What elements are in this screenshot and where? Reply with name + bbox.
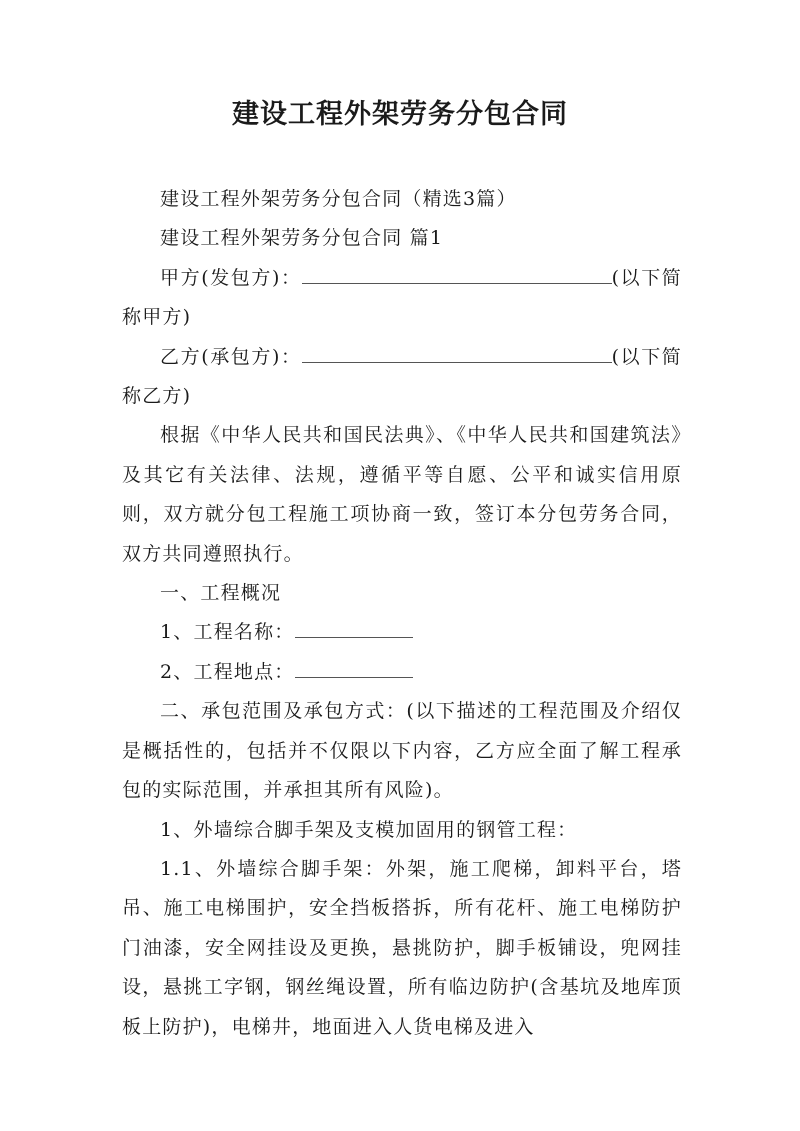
party-a-blank: [302, 282, 612, 284]
preamble: 根据《中华人民共和国民法典》、《中华人民共和国建筑法》及其它有关法律、法规，遵循平等自愿、公平和诚实信用原则，双方就分包工程施工项协商一致，签订本分包劳务合同，双方共同遵照执行。: [122, 424, 682, 565]
party-a-suffix: (以下简称甲方): [122, 266, 682, 329]
document-body: [122, 180, 682, 1047]
project-location-label: 2、工程地点：: [160, 660, 295, 683]
party-b-blank: [302, 361, 612, 363]
subtitle: 建设工程外架劳务分包合同（精选3篇）: [160, 188, 517, 210]
project-name-blank: [295, 636, 413, 638]
party-b-line: [122, 338, 682, 417]
party-a-label: 甲方(发包方)：: [160, 266, 302, 289]
section-heading-1: 一、工程概况: [160, 582, 282, 605]
document-title: 建设工程外架劳务分包合同: [232, 99, 568, 130]
project-location-line: [122, 653, 682, 692]
project-name-line: [122, 613, 682, 652]
party-b-label: 乙方(承包方)：: [160, 345, 302, 368]
item-1-1: 1.1、外墙综合脚手架：外架，施工爬梯，卸料平台，塔吊、施工电梯围护，安全挡板搭拆，所有花杆、施工电梯防护门油漆，安全网挂设及更换，悬挑防护，脚手板铺设，兜网挂设，悬挑工字钢，钢丝绳设置，所有临边防护(含基坑及地库顶板上防护)，电梯井，地面进入人货电梯及进入: [122, 857, 682, 1038]
item-1: 1、外墙综合脚手架及支模加固用的钢管工程：: [160, 818, 578, 841]
party-b-suffix: (以下简称乙方): [122, 345, 682, 408]
party-a-line: [122, 259, 682, 338]
article-heading: 建设工程外架劳务分包合同 篇1: [160, 227, 444, 250]
section-heading-2: 二、承包范围及承包方式：(以下描述的工程范围及介绍仅是概括性的，包括并不仅限以下内容，乙方应全面了解工程承包的实际范围，并承担其所有风险)。: [122, 700, 682, 802]
project-location-blank: [295, 676, 413, 678]
project-name-label: 1、工程名称：: [160, 621, 295, 644]
